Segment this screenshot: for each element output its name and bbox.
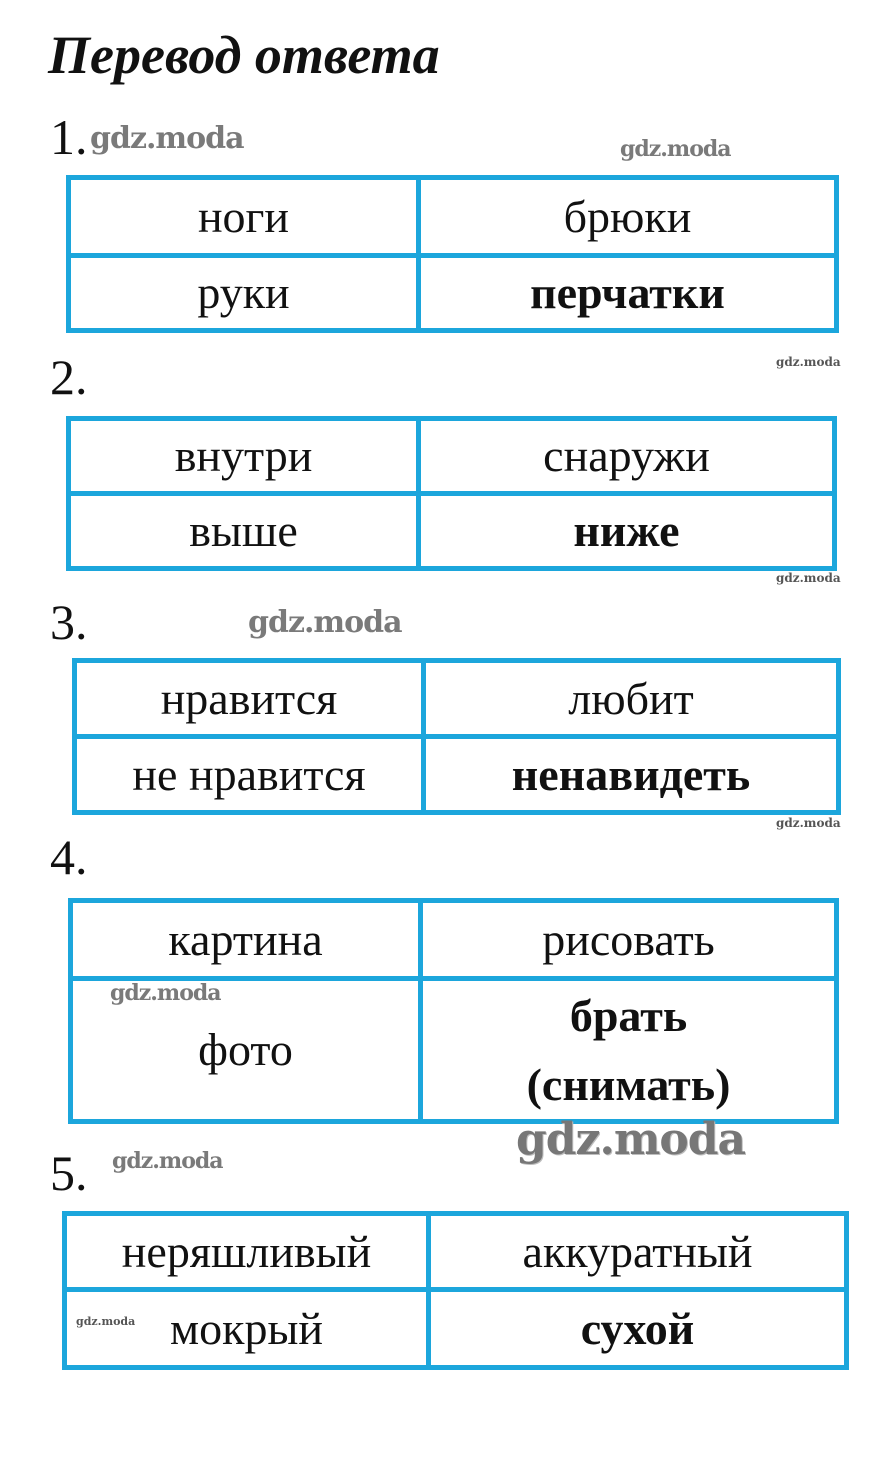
table-row <box>65 1290 847 1368</box>
table-cell: не нравится <box>75 737 424 813</box>
table-cell: выше <box>69 494 419 569</box>
table-cell: картина <box>71 901 421 979</box>
word-table <box>62 1211 849 1370</box>
table-cell: ниже <box>419 494 835 569</box>
table-cell: брать (снимать) <box>421 979 837 1122</box>
table-row <box>69 494 835 569</box>
table-cell: нравится <box>75 661 424 737</box>
table-cell: аккуратный <box>429 1214 847 1290</box>
watermark: gdz.moda <box>516 1114 746 1165</box>
table-row <box>71 901 837 979</box>
section-number: 1. <box>50 109 88 165</box>
watermark: gdz.moda <box>112 1148 223 1174</box>
table-cell: ненавидеть <box>424 737 839 813</box>
word-table <box>68 898 839 1124</box>
table-cell: ноги <box>69 178 419 256</box>
table-row <box>69 178 837 256</box>
table-row <box>75 661 839 737</box>
watermark: gdz.moda <box>110 980 221 1006</box>
section-number: 3. <box>50 594 88 650</box>
table-cell: сухой <box>429 1290 847 1368</box>
table-cell: брюки <box>419 178 837 256</box>
table-cell: мокрый <box>65 1290 429 1368</box>
watermark: gdz.moda <box>76 1315 136 1328</box>
watermark: gdz.moda <box>620 136 731 162</box>
word-table <box>66 416 837 571</box>
table-cell: перчатки <box>419 256 837 331</box>
watermark: gdz.moda <box>90 121 244 156</box>
table-row <box>65 1214 847 1290</box>
watermark: gdz.moda <box>248 605 402 640</box>
table-cell: неряшливый <box>65 1214 429 1290</box>
table-row <box>75 737 839 813</box>
section-number: 2. <box>50 349 88 405</box>
watermark: gdz.moda <box>776 816 841 830</box>
table-row <box>69 256 837 331</box>
table-cell: снаружи <box>419 419 835 494</box>
word-table <box>66 175 839 333</box>
table-row <box>69 419 835 494</box>
watermark: gdz.moda <box>776 355 841 369</box>
table-cell: любит <box>424 661 839 737</box>
page-title: Перевод ответа <box>48 25 440 85</box>
table-cell: рисовать <box>421 901 837 979</box>
watermark: gdz.moda <box>776 571 841 585</box>
table-cell: фото <box>71 979 421 1122</box>
section-number: 5. <box>50 1145 88 1201</box>
word-table <box>72 658 841 815</box>
table-cell: внутри <box>69 419 419 494</box>
section-number: 4. <box>50 829 88 885</box>
table-cell: руки <box>69 256 419 331</box>
